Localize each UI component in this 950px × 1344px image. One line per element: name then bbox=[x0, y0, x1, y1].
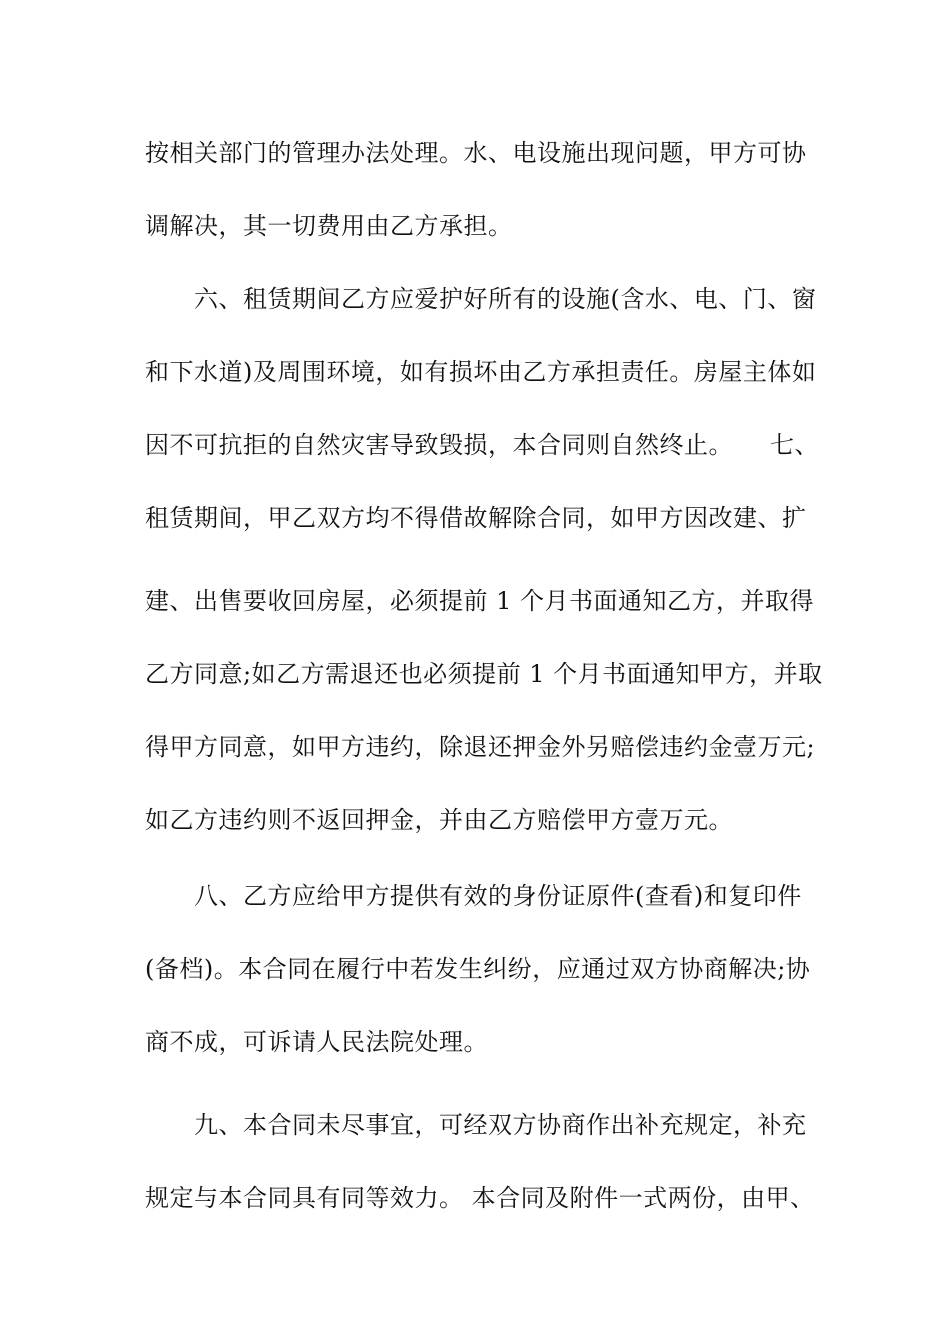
document-line: (备档)。本合同在履行中若发生纠纷，应通过双方协商解决;协 bbox=[145, 955, 811, 983]
document-line: 因不可抗拒的自然灾害导致毁损，本合同则自然终止。 七、 bbox=[145, 431, 819, 459]
document-line: 租赁期间，甲乙双方均不得借故解除合同，如甲方因改建、扩 bbox=[145, 504, 807, 532]
document-line: 调解决，其一切费用由乙方承担。 bbox=[145, 212, 513, 240]
document-line: 商不成，可诉请人民法院处理。 bbox=[145, 1028, 488, 1056]
document-line: 建、出售要收回房屋，必须提前 1 个月书面通知乙方，并取得 bbox=[145, 587, 815, 615]
document-line: 六、租赁期间乙方应爱护好所有的设施(含水、电、门、窗 bbox=[145, 285, 817, 313]
document-line: 八、乙方应给甲方提供有效的身份证原件(查看)和复印件 bbox=[145, 882, 802, 910]
document-line: 如乙方违约则不返回押金，并由乙方赔偿甲方壹万元。 bbox=[145, 806, 733, 834]
document-line: 九、本合同未尽事宜，可经双方协商作出补充规定，补充 bbox=[145, 1111, 807, 1139]
document-line: 规定与本合同具有同等效力。 本合同及附件一式两份，由甲、 bbox=[145, 1184, 815, 1212]
document-line: 按相关部门的管理办法处理。水、电设施出现问题，甲方可协 bbox=[145, 139, 807, 167]
document-line: 和下水道)及周围环境，如有损坏由乙方承担责任。房屋主体如 bbox=[145, 358, 817, 386]
document-line: 得甲方同意，如甲方违约，除退还押金外另赔偿违约金壹万元; bbox=[145, 733, 816, 761]
document-line: 乙方同意;如乙方需退还也必须提前 1 个月书面通知甲方，并取 bbox=[145, 660, 823, 688]
